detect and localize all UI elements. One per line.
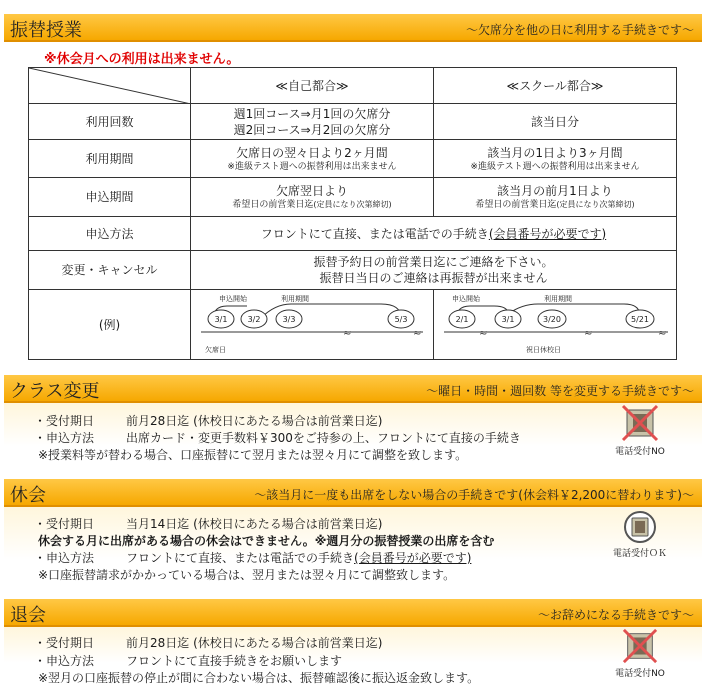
row-label: (例) <box>29 290 191 360</box>
phone-status-label: 電話受付NO <box>615 669 665 679</box>
info-note: ※授業料等が替わる場合、口座振替にて翌月または翌々月にて調整を致します。 <box>38 448 468 462</box>
diagram-date: 2/1 <box>455 315 469 324</box>
diagram-caption: 祝日休校日 <box>526 346 561 354</box>
phone-status-label: 電話受付NO <box>615 447 665 457</box>
info-warning: 休会する月に出席がある場合の休会はできません。※週月分の振替授業の出席を含む <box>38 534 495 548</box>
svg-text:≈: ≈ <box>584 328 593 339</box>
diagram-period-label: 利用期間 <box>544 295 572 303</box>
phone-status <box>610 510 670 559</box>
section-subtitle: ～曜日・時間・週回数 等を変更する手続きです～ <box>426 384 694 398</box>
section-header-taikai <box>4 599 702 627</box>
example-diagram-self <box>191 290 434 360</box>
warning-text: ※休会月への利用は出来ません。 <box>44 52 240 67</box>
cell-line: 振替予約日の前営業日迄にご連絡を下さい。 <box>313 255 554 269</box>
cell-line: 欠席日の翌々日より2ヶ月間 <box>236 145 388 160</box>
svg-text:≈: ≈ <box>479 328 488 339</box>
cell-line: 週2回コース⇒月2回の欠席分 <box>233 122 391 137</box>
example-diagram-school <box>434 290 677 360</box>
furikae-table <box>28 67 677 360</box>
info-line: ・申込方法 フロントにて直接、または電話での手続き(会員番号が必要です) <box>34 551 472 565</box>
row-label: 変更・キャンセル <box>29 251 191 290</box>
section-header-furikae <box>4 14 702 42</box>
info-line: ・申込方法 フロントにて直接手続きをお願いします <box>34 654 343 668</box>
section-title: 退会 <box>10 605 46 626</box>
cell-note-small: (定員になり次第締切) <box>556 200 635 209</box>
table-cell <box>434 178 677 217</box>
phone-status <box>610 628 670 679</box>
cell-line: 週1回コース⇒月1回の欠席分 <box>233 106 391 121</box>
svg-text:≈: ≈ <box>343 328 352 339</box>
table-cell: 該当日分 <box>434 104 677 140</box>
section-title: クラス変更 <box>10 381 100 402</box>
row-label: 利用回数 <box>29 104 191 140</box>
info-line: ・受付期日 前月28日迄 (休校日にあたる場合は前営業日迄) <box>34 636 383 650</box>
diagram-apply-label: 申込開始 <box>219 295 247 303</box>
col-header-self: ≪自己都合≫ <box>191 68 434 104</box>
section-title: 休会 <box>10 485 46 506</box>
info-note: ※口座振替請求がかかっている場合は、翌月または翌々月にて調整致します。 <box>38 568 456 582</box>
diagram-apply-label: 申込開始 <box>452 295 480 303</box>
cell-line: 振替日当日のご連絡は再振替が出来ません <box>319 271 548 285</box>
table-cell <box>434 140 677 178</box>
section-title: 振替授業 <box>10 20 82 41</box>
col-header-school: ≪スクール都合≫ <box>434 68 677 104</box>
phone-status <box>610 404 670 457</box>
section-header-class-change <box>4 375 702 403</box>
cell-note: ※進級テスト週への振替利用は出来ません <box>227 161 397 172</box>
table-cell <box>191 251 677 290</box>
no-phone-icon <box>622 628 658 664</box>
phone-status-label: 電話受付ＯＫ <box>612 549 667 559</box>
cell-note: ※進級テスト週への振替利用は出来ません <box>470 161 640 172</box>
member-number-note: (会員番号が必要です) <box>488 226 607 241</box>
table-corner-cell <box>29 68 191 104</box>
section-header-kyukai <box>4 479 702 507</box>
table-cell <box>191 140 434 178</box>
diagram-date: 5/3 <box>394 315 408 324</box>
cell-line: 欠席翌日より <box>275 184 348 198</box>
diagram-period-label: 利用期間 <box>281 295 309 303</box>
cell-line: フロントにて直接、または電話での手続き <box>260 226 489 241</box>
svg-text:≈: ≈ <box>413 328 422 339</box>
section-subtitle: ～該当月に一度も出席をしない場合の手続きです(休会料￥2,200に替わります)～ <box>254 488 694 502</box>
section-subtitle: ～欠席分を他の日に利用する手続きです～ <box>465 23 694 37</box>
cell-line: 該当月の1日より3ヶ月間 <box>487 145 623 160</box>
diagram-date: 3/3 <box>282 315 296 324</box>
info-note: ※翌月の口座振替の停止が間に合わない場合は、振替確認後に振込返金致します。 <box>38 671 480 685</box>
diagram-date: 3/1 <box>501 315 515 324</box>
no-phone-icon <box>621 404 659 442</box>
row-label: 申込期間 <box>29 178 191 217</box>
diagram-caption: 欠席日 <box>205 346 226 354</box>
diagram-date: 3/20 <box>543 315 561 324</box>
row-label: 利用期間 <box>29 140 191 178</box>
info-line: ・受付期日 当月14日迄 (休校日にあたる場合は前営業日迄) <box>34 517 383 531</box>
diagram-date: 3/2 <box>247 315 261 324</box>
cell-line: 該当月の前月1日より <box>497 184 613 198</box>
diagram-date: 5/21 <box>631 315 649 324</box>
info-line: ・受付期日 前月28日迄 (休校日にあたる場合は前営業日迄) <box>34 414 383 428</box>
phone-ok-icon <box>621 510 659 544</box>
info-line: ・申込方法 出席カード・変更手数料￥300をご持参の上、フロントにて直接の手続き <box>34 431 521 445</box>
section-subtitle: ～お辞めになる手続きです～ <box>537 608 694 622</box>
cell-note-small: (定員になり次第締切) <box>313 200 392 209</box>
table-cell <box>191 104 434 140</box>
cell-note: 希望日の前営業日迄 <box>475 200 557 210</box>
svg-text:≈: ≈ <box>658 328 667 339</box>
row-label: 申込方法 <box>29 217 191 251</box>
cell-note: 希望日の前営業日迄 <box>232 200 314 210</box>
table-cell <box>191 217 677 251</box>
diagram-date: 3/1 <box>214 315 228 324</box>
table-cell <box>191 178 434 217</box>
